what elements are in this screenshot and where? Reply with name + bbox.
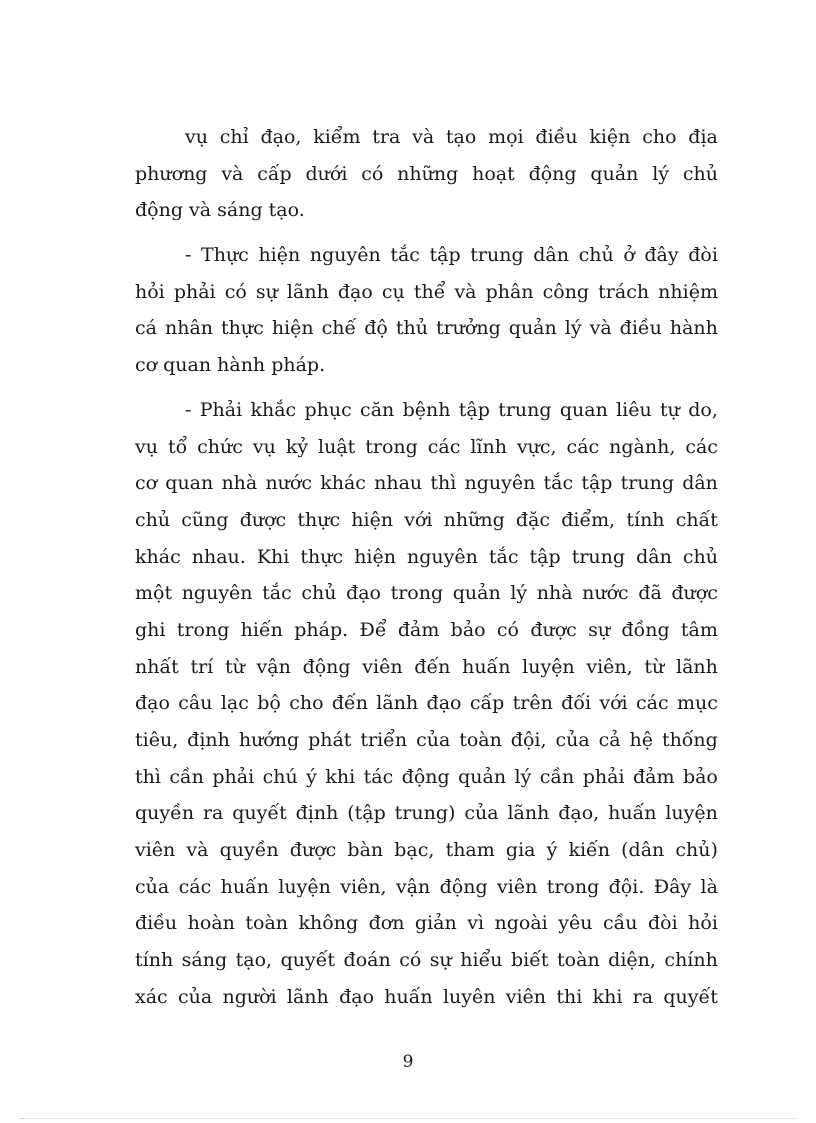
text-line: hỏi phải có sự lãnh đạo cụ thể và phân công trách nhiệm	[135, 280, 718, 303]
text-line: khác nhau. Khi thực hiện nguyên tắc tập trung dân chủ	[135, 545, 718, 568]
text-line: viên và quyền được bàn bạc, tham gia ý kiến (dân chủ)	[135, 839, 718, 862]
text-line: cá nhân thực hiện chế độ thủ trưởng quản lý và điều hành	[135, 317, 718, 340]
text-line: vụ tổ chức vụ kỷ luật trong các lĩnh vực, các ngành, các	[135, 435, 718, 458]
text-line: điều hoàn toàn không đơn giản vì ngoài yêu cầu đòi hỏi	[135, 912, 718, 935]
text-line: phương và cấp dưới có những hoạt động quản lý chủ	[135, 162, 718, 185]
text-line: thì cần phải chú ý khi tác động quản lý cần phải đảm bảo	[135, 765, 718, 788]
body-text	[135, 119, 718, 1016]
paragraph-gap	[135, 384, 718, 392]
text-line: cơ quan hành pháp.	[135, 354, 326, 377]
paragraph	[135, 392, 718, 1016]
text-line: ghi trong hiến pháp. Để đảm bảo có được sự đồng tâm	[135, 618, 718, 641]
text-line: - Thực hiện nguyên tắc tập trung dân chủ ở đây đòi	[185, 244, 718, 267]
page-bottom-edge	[20, 1118, 796, 1119]
text-line: động và sáng tạo.	[135, 199, 305, 222]
text-line: nhất trí từ vận động viên đến huấn luyện viên, từ lãnh	[135, 655, 718, 678]
text-line: xác của người lãnh đạo huấn luyên viên thi khi ra quyết	[135, 985, 718, 1008]
paragraph	[135, 119, 718, 229]
text-line: tiêu, định hướng phát triển của toàn đội, của cả hệ thống	[135, 729, 718, 751]
text-line: một nguyên tắc chủ đạo trong quản lý nhà nước đã được	[135, 582, 718, 605]
text-line: cơ quan nhà nước khác nhau thì nguyên tắc tập trung dân	[135, 472, 718, 495]
text-line: - Phải khắc phục căn bệnh tập trung quan liêu tự do,	[185, 398, 718, 421]
paragraph-gap	[135, 229, 718, 237]
text-line: tính sáng tạo, quyết đoán có sự hiểu biết toàn diện, chính	[135, 949, 718, 972]
page-number: 9	[402, 1052, 414, 1072]
text-line: đạo câu lạc bộ cho đến lãnh đạo cấp trên đối với các mục	[135, 692, 718, 715]
text-line: của các huấn luyện viên, vận động viên trong đội. Đây là	[135, 875, 718, 898]
text-line: chủ cũng được thực hiện với những đặc điểm, tính chất	[135, 508, 718, 531]
text-line: quyền ra quyết định (tập trung) của lãnh đạo, huấn luyện	[135, 802, 718, 825]
paragraph	[135, 237, 718, 384]
text-line: vụ chỉ đạo, kiểm tra và tạo mọi điều kiện cho địa	[185, 126, 718, 148]
